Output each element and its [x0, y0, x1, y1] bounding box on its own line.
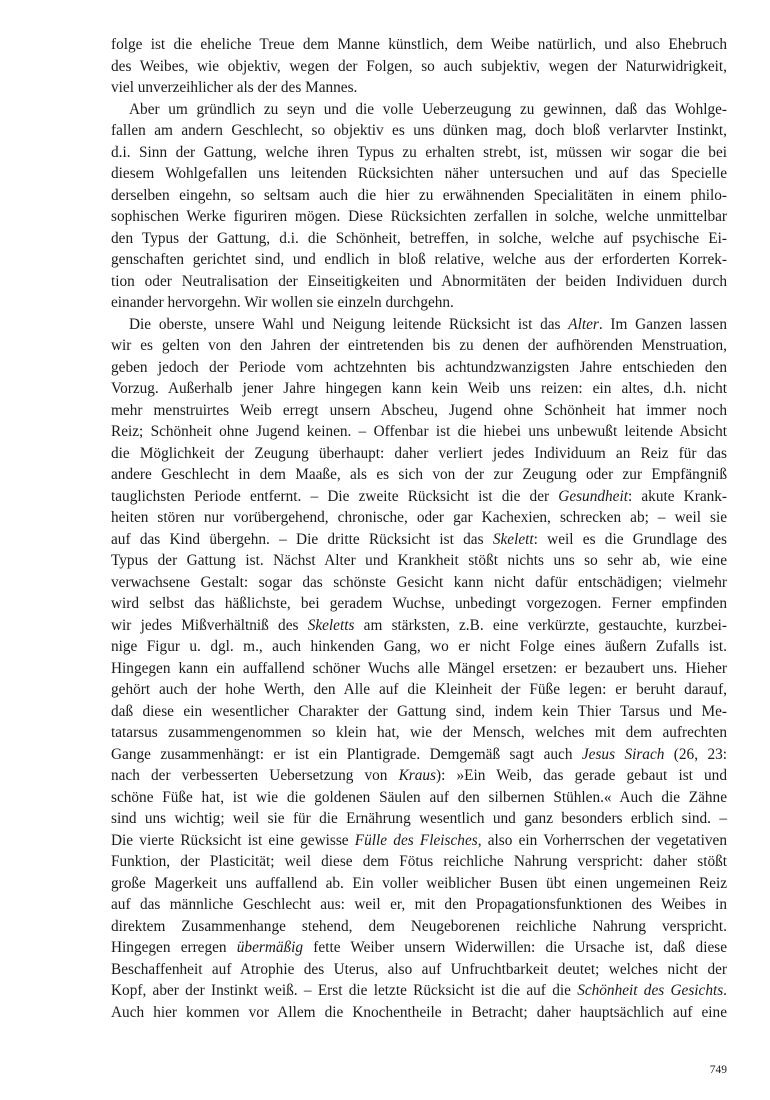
- text-run: (26, 23:: [664, 745, 727, 763]
- text-line: [111, 959, 727, 981]
- text-run: Typus der Gattung ist. Nächst Alter und Krankheit stößt nichts uns so sehr ab, wie eine: [111, 552, 727, 569]
- text-line: [111, 464, 727, 486]
- text-line: [111, 378, 727, 400]
- text-line: [111, 851, 727, 873]
- text-run: auf das Kind übergehn. – Die dritte Rücksicht ist das: [111, 530, 493, 548]
- text-run: wir es gelten von den Jahren der eintretenden bis zu denen der aufhörenden Menstruation,: [111, 337, 727, 354]
- text-run: diesem Wohlgefallen uns leitenden Rücksichten näher untersuchen und auf das Specielle: [111, 165, 727, 182]
- text-line: [111, 142, 727, 164]
- text-line: [111, 550, 727, 572]
- text-run: sophischen Werke figuriren mögen. Diese Rücksichten zerfallen in solche, welche unmittelbar: [111, 208, 727, 225]
- text-run: andere Geschlecht in dem Maaße, als es sich von der zur Zeugung oder zur Empfängniß: [111, 466, 727, 483]
- text-run: tatarsus zusammengenommen so klein hat, wie der Mensch, welches mit dem aufrechten: [111, 724, 727, 741]
- text-line: [111, 357, 727, 379]
- text-run: fallen am andern Geschlecht, so objektiv es uns dünken mag, doch bloß verlarvter Instinkt,: [111, 122, 727, 139]
- text-run: heiten stören nur vorübergehend, chronische, oder gar Kachexien, schrecken ab; – weil sie: [111, 509, 727, 526]
- text-run: folge ist die eheliche Treue dem Manne künstlich, dem Weibe natürlich, und also Ehebruch: [111, 36, 727, 53]
- italic-text: Skeletts: [307, 616, 355, 634]
- text-line: [111, 980, 727, 1002]
- text-line: [111, 808, 727, 830]
- text-run: Die vierte Rücksicht ist eine gewisse: [111, 831, 355, 849]
- text-line: [111, 34, 727, 56]
- text-run: den Typus der Gattung, d.i. die Schönheit, betreffen, in solche, welche auf psychische Ei-: [111, 229, 727, 247]
- text-run: des Weibes, wie objektiv, wegen der Folgen, so auch subjektiv, wegen der Naturwidrigkeit,: [111, 57, 727, 75]
- text-run: : akute Krank-: [627, 487, 727, 505]
- text-run: mehr menstruirtes Weib erregt unsern Abscheu, Jugend ohne Schönheit hat immer noch: [111, 401, 727, 419]
- text-line: [111, 486, 727, 508]
- text-line: [111, 77, 727, 99]
- text-run: geben jedoch der Periode vom achtzehnten bis achtundzwanzigsten Jahre entschieden den: [111, 358, 727, 376]
- italic-text: Fülle des Fleisches: [354, 831, 478, 849]
- text-run: die Möglichkeit der Zeugung überhaupt: daher verliert jedes Individuum an Reiz für das: [111, 444, 727, 462]
- text-line: [111, 873, 727, 895]
- text-line: [111, 679, 727, 701]
- text-run: Hingegen erregen: [111, 939, 237, 956]
- text-run: auf das männliche Geschlecht aus: weil er, mit den Propagationsfunktionen des Weibes in: [111, 896, 727, 913]
- text-line: [111, 206, 727, 228]
- text-line: [111, 99, 727, 121]
- page-number: 749: [709, 1064, 727, 1076]
- text-run: nach der verbesserten Uebersetzung von: [111, 767, 399, 784]
- text-run: große Magerkeit uns auffallend ab. Ein voller weiblicher Busen übt einen ungemeinen Reiz: [111, 874, 727, 892]
- text-run: fette Weiber unsern Widerwillen: die Ursache ist, daß diese: [303, 939, 727, 956]
- text-run: nige Figur u. dgl. m., auch hinkenden Gang, wo er nicht Folge eines äußern Zufalls ist.: [111, 638, 727, 655]
- text-run: derselben eingehn, so seltsam auch die hier zu erwähnenden Specialitäten in einem philo-: [111, 186, 727, 204]
- text-run: sind uns wichtig; weil sie für die Ernährung wesentlich und ganz besonders erblich sind. –: [111, 810, 727, 827]
- text-run: verwachsene Gestalt: sogar das schönste Gesicht kann nicht dafür entschädigen; vielmehr: [111, 573, 727, 591]
- text-line: [111, 400, 727, 422]
- text-run: schöne Füße hat, ist wie die goldenen Säulen auf den silbernen Stühlen.« Auch die Zähne: [111, 788, 727, 806]
- text-line: [111, 658, 727, 680]
- text-run: wir jedes Mißverhältniß des: [111, 616, 308, 634]
- text-run: am stärksten, z.B. eine verkürzte, gestauchte, kurzbei-: [354, 616, 727, 634]
- text-run: Reiz; Schönheit ohne Jugend keinen. – Offenbar ist die hiebei uns unbewußt leitende Absicht: [111, 423, 727, 440]
- text-line: [111, 572, 727, 594]
- text-line: [111, 249, 727, 271]
- text-line: [111, 636, 727, 658]
- text-line: [111, 701, 727, 723]
- text-line: [111, 937, 727, 959]
- italic-text: Kraus: [398, 767, 436, 784]
- text-line: [111, 271, 727, 293]
- text-run: Vorzug. Außerhalb jener Jahre hingegen kann kein Weib uns reizen: ein altes, d.h. nicht: [111, 380, 727, 397]
- text-run: Auch hier kommen vor Allem die Knochentheile in Betracht; daher hauptsächlich auf eine: [111, 1003, 727, 1021]
- italic-text: übermäßig: [236, 939, 304, 956]
- text-line: [111, 894, 727, 916]
- text-run: . Im Ganzen lassen: [598, 315, 728, 333]
- text-run: ): »Ein Weib, das gerade gebaut ist und: [436, 767, 727, 784]
- text-line: [111, 787, 727, 809]
- text-body: [111, 34, 727, 1023]
- text-run: tion oder Neutralisation der Einseitigkeiten und Abnormitäten der beiden Individuen durch: [111, 272, 727, 290]
- text-run: : weil es die Grundlage des: [533, 530, 728, 548]
- text-line: [111, 615, 727, 637]
- text-line: [111, 163, 727, 185]
- italic-text: Alter: [568, 315, 599, 333]
- text-line: [111, 722, 727, 744]
- text-run: Aber um gründlich zu seyn und die volle Ueberzeugung zu gewinnen, daß das Wohlge-: [129, 100, 727, 118]
- text-run: tauglichsten Periode entfernt. – Die zweite Rücksicht ist die der: [111, 487, 559, 505]
- text-run: wird selbst das häßlichste, bei geradem Wuchse, unbedingt vorgezogen. Ferner empfinden: [111, 595, 727, 612]
- text-run: , also ein Vorherrschen der vegetativen: [477, 831, 727, 849]
- text-line: [111, 120, 727, 142]
- text-line: [111, 56, 727, 78]
- text-run: gehört auch der hohe Werth, den Alle auf die Kleinheit der Füße legen: er beruht darauf,: [111, 681, 727, 698]
- text-line: [111, 292, 727, 314]
- text-run: genschaften gerichtet sind, und endlich in bloß relative, welche aus der erforderten Korrek-: [111, 251, 727, 268]
- italic-text: Schönheit des Gesichts: [577, 982, 724, 999]
- text-run: Kopf, aber der Instinkt weiß. – Erst die letzte Rücksicht ist die auf die: [111, 982, 578, 999]
- text-run: direktem Zusammenhange stehend, dem Neugeborenen reichliche Nahrung verspricht.: [111, 917, 727, 935]
- text-line: [111, 185, 727, 207]
- text-run: Funktion, der Plasticität; weil diese dem Fötus reichliche Nahrung verspricht: daher stößt: [111, 853, 727, 870]
- text-line: [111, 507, 727, 529]
- italic-text: Skelett: [492, 530, 534, 548]
- text-line: [111, 314, 727, 336]
- text-line: [111, 421, 727, 443]
- text-run: Hingegen kann ein auffallend schöner Wuchs alle Mängel ersetzen: er bezaubert uns. Hieher: [111, 659, 727, 677]
- text-run: viel unverzeihlicher als der des Mannes.: [111, 79, 358, 96]
- text-line: [111, 1002, 727, 1024]
- text-run: .: [723, 982, 727, 999]
- text-line: [111, 916, 727, 938]
- text-run: Beschaffenheit auf Atrophie des Uterus, also auf Unfruchtbarkeit deutet; welches nicht der: [111, 960, 727, 978]
- text-run: daß diese ein wesentlicher Charakter der Gattung sind, indem kein Thier Tarsus und Me-: [111, 702, 727, 720]
- text-line: [111, 335, 727, 357]
- text-line: [111, 744, 727, 766]
- text-line: [111, 443, 727, 465]
- text-line: [111, 765, 727, 787]
- text-line: [111, 228, 727, 250]
- text-line: [111, 529, 727, 551]
- text-run: Gange zusammenhängt: er ist ein Plantigrade. Demgemäß sagt auch: [111, 745, 582, 763]
- text-run: einander hervorgehn. Wir wollen sie einzeln durchgehn.: [111, 294, 454, 311]
- text-line: [111, 593, 727, 615]
- text-run: d.i. Sinn der Gattung, welche ihren Typus zu erhalten strebt, ist, müssen wir sogar die bei: [111, 143, 727, 161]
- text-run: Die oberste, unsere Wahl und Neigung leitende Rücksicht ist das: [129, 315, 569, 333]
- italic-text: Gesundheit: [558, 487, 628, 505]
- text-line: [111, 830, 727, 852]
- italic-text: Jesus Sirach: [581, 745, 665, 763]
